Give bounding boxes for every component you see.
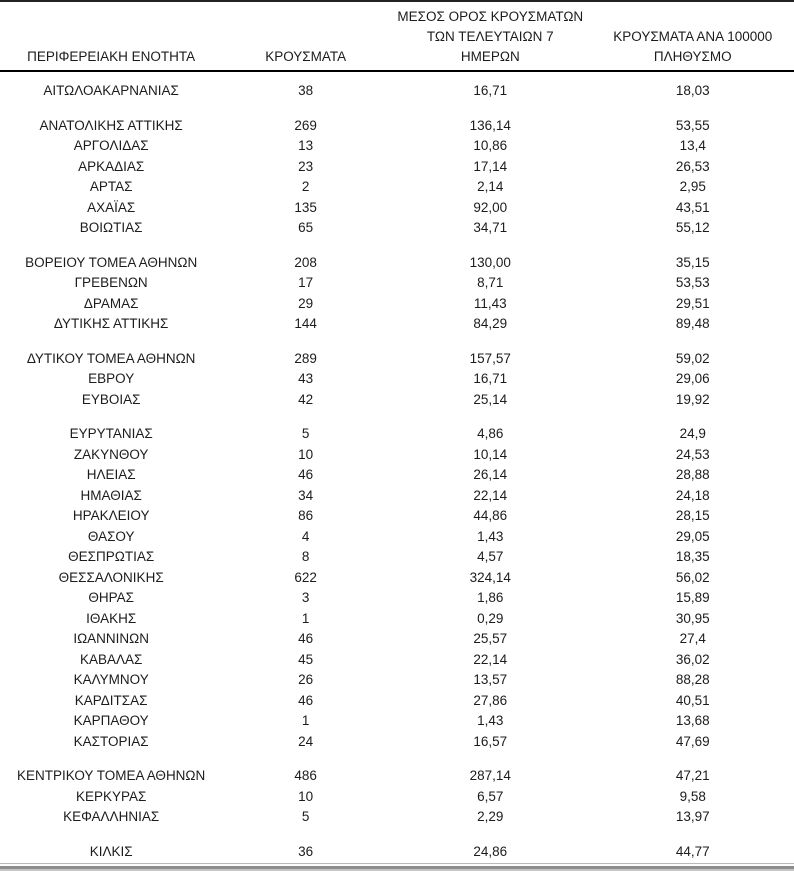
cases-cell: 144 — [294, 316, 317, 332]
table-row — [0, 766, 794, 787]
per-100k-cell: 29,05 — [675, 528, 710, 544]
table-row — [0, 136, 794, 157]
cases-cell: 45 — [298, 651, 314, 667]
avg-7-days-cell: 44,86 — [473, 508, 508, 524]
avg-7-days-cell: 4,86 — [477, 426, 504, 442]
per-100k-cell: 40,51 — [675, 692, 710, 708]
table-group — [0, 842, 794, 863]
region-cell: ΗΛΕΙΑΣ — [86, 467, 136, 483]
region-cell: ΚΙΛΚΙΣ — [89, 843, 133, 859]
avg-7-days-cell: 1,86 — [477, 590, 504, 606]
region-cell: ΚΑΡΠΑΘΟΥ — [73, 713, 149, 729]
per-100k-cell: 18,35 — [675, 549, 710, 565]
cases-cell: 2 — [301, 179, 310, 195]
table-row — [0, 568, 794, 589]
per-100k-cell: 18,03 — [675, 83, 710, 99]
cases-cell: 46 — [298, 692, 314, 708]
per-100k-cell: 35,15 — [675, 254, 710, 270]
cases-cell: 34 — [298, 487, 314, 503]
table-row — [0, 116, 794, 137]
cases-cell: 24 — [298, 733, 314, 749]
per-100k-cell: 89,48 — [675, 316, 710, 332]
cases-cell: 13 — [298, 138, 314, 154]
table-row — [0, 691, 794, 712]
table-row — [0, 588, 794, 609]
header-avg-7-days-line3: ΗΜΕΡΩΝ — [460, 49, 520, 64]
avg-7-days-cell: 84,29 — [473, 316, 508, 332]
header-region-label: ΠΕΡΙΦΕΡΕΙΑΚΗ ΕΝΟΤΗΤΑ — [27, 49, 196, 64]
table-row — [0, 349, 794, 370]
avg-7-days-cell: 4,57 — [477, 549, 504, 565]
table-row — [0, 609, 794, 630]
cases-cell: 38 — [298, 83, 314, 99]
avg-7-days-cell: 6,57 — [477, 788, 504, 804]
region-cell: ΖΑΚΥΝΘΟΥ — [73, 446, 149, 462]
region-cell: ΚΑΒΑΛΑΣ — [79, 651, 143, 667]
region-cell: ΕΥΡΥΤΑΝΙΑΣ — [69, 426, 153, 442]
cases-cell: 269 — [294, 117, 317, 133]
per-100k-cell: 29,06 — [675, 371, 710, 387]
per-100k-cell: 15,89 — [675, 590, 710, 606]
table-row — [0, 732, 794, 753]
cases-cell: 5 — [301, 809, 310, 825]
region-cell: ΘΕΣΠΡΩΤΙΑΣ — [68, 549, 155, 565]
avg-7-days-cell: 16,57 — [473, 733, 508, 749]
per-100k-cell: 55,12 — [675, 220, 710, 236]
cases-cell: 26 — [298, 672, 314, 688]
header-per-100k — [592, 27, 794, 67]
avg-7-days-cell: 2,14 — [477, 179, 504, 195]
region-cell: ΘΗΡΑΣ — [88, 590, 134, 606]
avg-7-days-cell: 8,71 — [477, 275, 504, 291]
table-row — [0, 253, 794, 274]
header-avg-7-days — [389, 7, 591, 67]
per-100k-cell: 9,58 — [679, 788, 706, 804]
header-avg-7-days-line2: ΤΩΝ ΤΕΛΕΥΤΑΙΩΝ 7 — [426, 29, 554, 44]
region-cell: ΙΘΑΚΗΣ — [86, 610, 137, 626]
per-100k-cell: 59,02 — [675, 350, 710, 366]
avg-7-days-cell: 22,14 — [473, 651, 508, 667]
avg-7-days-cell: 1,43 — [477, 713, 504, 729]
cases-cell: 10 — [298, 788, 314, 804]
avg-7-days-cell: 0,29 — [477, 610, 504, 626]
per-100k-cell: 44,77 — [675, 843, 710, 859]
per-100k-cell: 47,69 — [675, 733, 710, 749]
cases-cell: 486 — [294, 768, 317, 784]
header-region — [0, 47, 222, 67]
per-100k-cell: 27,4 — [679, 631, 706, 647]
cases-cell: 17 — [298, 275, 314, 291]
region-cell: ΙΩΑΝΝΙΝΩΝ — [73, 631, 149, 647]
table-row — [0, 842, 794, 863]
region-cell: ΔΥΤΙΚΟΥ ΤΟΜΕΑ ΑΘΗΝΩΝ — [26, 350, 196, 366]
region-cell: ΕΥΒΟΙΑΣ — [81, 391, 141, 407]
table-row — [0, 465, 794, 486]
region-cell: ΑΙΤΩΛΟΑΚΑΡΝΑΝΙΑΣ — [43, 83, 179, 99]
region-cell: ΑΡΤΑΣ — [89, 179, 133, 195]
table-group — [0, 253, 794, 335]
cases-cell: 1 — [301, 610, 310, 626]
region-cell: ΘΑΣΟΥ — [87, 528, 135, 544]
table-row — [0, 424, 794, 445]
avg-7-days-cell: 157,57 — [469, 350, 511, 366]
region-cell: ΕΒΡΟΥ — [88, 371, 135, 387]
table-row — [0, 273, 794, 294]
avg-7-days-cell: 22,14 — [473, 487, 508, 503]
per-100k-cell: 24,9 — [679, 426, 706, 442]
per-100k-cell: 13,97 — [675, 809, 710, 825]
avg-7-days-cell: 26,14 — [473, 467, 508, 483]
cases-cell: 1 — [301, 713, 310, 729]
avg-7-days-cell: 25,57 — [473, 631, 508, 647]
avg-7-days-cell: 16,71 — [473, 83, 508, 99]
region-cell: ΗΡΑΚΛΕΙΟΥ — [72, 508, 150, 524]
cases-cell: 3 — [301, 590, 310, 606]
per-100k-cell: 30,95 — [675, 610, 710, 626]
cases-cell: 135 — [294, 199, 317, 215]
per-100k-cell: 53,53 — [675, 275, 710, 291]
table-row — [0, 198, 794, 219]
cases-cell: 289 — [294, 350, 317, 366]
table-row — [0, 711, 794, 732]
per-100k-cell: 2,95 — [679, 179, 706, 195]
window-bottom-edge — [0, 863, 794, 871]
region-cell: ΑΡΚΑΔΙΑΣ — [78, 158, 145, 174]
cases-cell: 10 — [298, 446, 314, 462]
cases-cell: 622 — [294, 569, 317, 585]
region-cell: ΑΝΑΤΟΛΙΚΗΣ ΑΤΤΙΚΗΣ — [39, 117, 183, 133]
per-100k-cell: 56,02 — [675, 569, 710, 585]
region-cell: ΑΡΓΟΛΙΔΑΣ — [73, 138, 149, 154]
cases-cell: 46 — [298, 631, 314, 647]
table-row — [0, 807, 794, 828]
per-100k-cell: 13,68 — [675, 713, 710, 729]
header-per-100k-line2: ΠΛΗΘΥΣΜΟ — [653, 49, 732, 64]
per-100k-cell: 88,28 — [675, 672, 710, 688]
table-row — [0, 390, 794, 411]
avg-7-days-cell: 130,00 — [469, 254, 511, 270]
header-cases-label: ΚΡΟΥΣΜΑΤΑ — [265, 49, 347, 64]
table-row — [0, 486, 794, 507]
per-100k-cell: 26,53 — [675, 158, 710, 174]
avg-7-days-cell: 287,14 — [469, 768, 511, 784]
table-row — [0, 294, 794, 315]
per-100k-cell: 28,15 — [675, 508, 710, 524]
per-100k-cell: 28,88 — [675, 467, 710, 483]
per-100k-cell: 53,55 — [675, 117, 710, 133]
cases-cell: 46 — [298, 467, 314, 483]
avg-7-days-cell: 2,29 — [477, 809, 504, 825]
header-cases — [222, 47, 389, 67]
region-cell: ΘΕΣΣΑΛΟΝΙΚΗΣ — [58, 569, 164, 585]
avg-7-days-cell: 24,86 — [473, 843, 508, 859]
region-cell: ΗΜΑΘΙΑΣ — [80, 487, 142, 503]
cases-cell: 23 — [298, 158, 314, 174]
cases-cell: 4 — [301, 528, 310, 544]
avg-7-days-cell: 10,86 — [473, 138, 508, 154]
avg-7-days-cell: 25,14 — [473, 391, 508, 407]
avg-7-days-cell: 136,14 — [469, 117, 511, 133]
header-avg-7-days-line1: ΜΕΣΟΣ ΟΡΟΣ ΚΡΟΥΣΜΑΤΩΝ — [397, 9, 584, 24]
table-row — [0, 157, 794, 178]
cases-cell: 208 — [294, 254, 317, 270]
table-row — [0, 218, 794, 239]
table-row — [0, 527, 794, 548]
table-row — [0, 81, 794, 102]
table-row — [0, 787, 794, 808]
region-cell: ΚΕΡΚΥΡΑΣ — [75, 788, 147, 804]
region-cell: ΔΡΑΜΑΣ — [83, 295, 139, 311]
per-100k-cell: 47,21 — [675, 768, 710, 784]
per-100k-cell: 43,51 — [675, 199, 710, 215]
region-cell: ΑΧΑΪΑΣ — [87, 199, 136, 215]
cases-cell: 8 — [301, 549, 310, 565]
table-body — [0, 72, 794, 862]
table-group — [0, 766, 794, 828]
region-cell: ΔΥΤΙΚΗΣ ΑΤΤΙΚΗΣ — [53, 316, 169, 332]
per-100k-cell: 36,02 — [675, 651, 710, 667]
per-100k-cell: 29,51 — [675, 295, 710, 311]
table-row — [0, 547, 794, 568]
region-cell: ΚΕΝΤΡΙΚΟΥ ΤΟΜΕΑ ΑΘΗΝΩΝ — [17, 768, 206, 784]
per-100k-cell: 24,53 — [675, 446, 710, 462]
table-row — [0, 506, 794, 527]
region-cell: ΚΑΡΔΙΤΣΑΣ — [74, 692, 148, 708]
avg-7-days-cell: 27,86 — [473, 692, 508, 708]
per-100k-cell: 24,18 — [675, 487, 710, 503]
table-group — [0, 81, 794, 102]
cases-cell: 86 — [298, 508, 314, 524]
cases-cell: 42 — [298, 391, 314, 407]
per-100k-cell: 13,4 — [679, 138, 706, 154]
region-cell: ΚΑΛΥΜΝΟΥ — [73, 672, 149, 688]
table-row — [0, 670, 794, 691]
region-cell: ΚΕΦΑΛΛΗΝΙΑΣ — [63, 809, 160, 825]
cases-cell: 29 — [298, 295, 314, 311]
cases-cell: 5 — [301, 426, 310, 442]
table-row — [0, 650, 794, 671]
avg-7-days-cell: 1,43 — [477, 528, 504, 544]
avg-7-days-cell: 16,71 — [473, 371, 508, 387]
table-row — [0, 629, 794, 650]
region-cell: ΓΡΕΒΕΝΩΝ — [74, 275, 148, 291]
avg-7-days-cell: 10,14 — [473, 446, 508, 462]
table-group — [0, 349, 794, 411]
cases-cell: 36 — [298, 843, 314, 859]
avg-7-days-cell: 17,14 — [473, 158, 508, 174]
region-cell: ΒΟΡΕΙΟΥ ΤΟΜΕΑ ΑΘΗΝΩΝ — [25, 254, 198, 270]
table-group — [0, 116, 794, 239]
region-cell: ΚΑΣΤΟΡΙΑΣ — [73, 733, 149, 749]
table-row — [0, 314, 794, 335]
avg-7-days-cell: 34,71 — [473, 220, 508, 236]
table-row — [0, 445, 794, 466]
region-cell: ΒΟΙΩΤΙΑΣ — [79, 220, 143, 236]
avg-7-days-cell: 92,00 — [473, 199, 508, 215]
table-group — [0, 424, 794, 752]
table-header — [0, 2, 794, 70]
avg-7-days-cell: 324,14 — [469, 569, 511, 585]
per-100k-cell: 19,92 — [675, 391, 710, 407]
header-per-100k-line1: ΚΡΟΥΣΜΑΤΑ ΑΝΑ 100000 — [613, 29, 773, 44]
cases-cell: 43 — [298, 371, 314, 387]
avg-7-days-cell: 11,43 — [473, 295, 507, 311]
avg-7-days-cell: 13,57 — [473, 672, 508, 688]
table-row — [0, 177, 794, 198]
table-row — [0, 369, 794, 390]
cases-cell: 65 — [298, 220, 314, 236]
